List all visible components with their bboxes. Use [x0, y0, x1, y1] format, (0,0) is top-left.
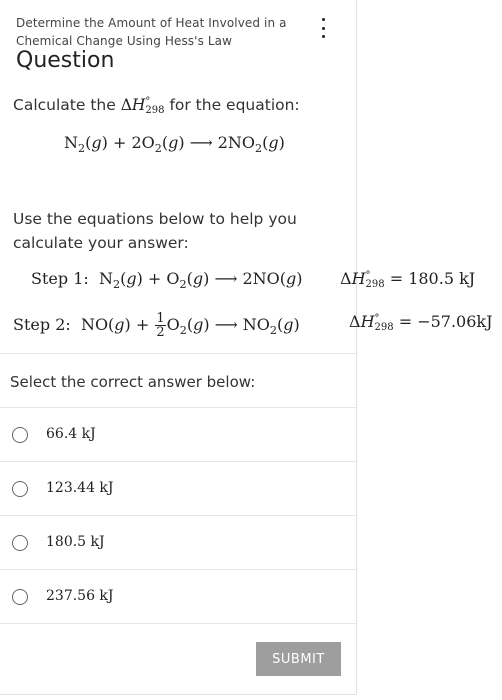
one-half-fraction: $\frac{1}{2}$: [156, 311, 165, 340]
step-1-enthalpy-value: = 180.5 kJ: [389, 269, 476, 288]
option-label: 123.44 kJ: [46, 480, 114, 496]
answer-option-2[interactable]: [0, 462, 356, 515]
step-1-enthalpy: ΔH ° 298 = 180.5 kJ: [340, 269, 476, 290]
question-prompt: [13, 96, 300, 115]
radio-button[interactable]: [12, 589, 28, 605]
more-options-icon[interactable]: [318, 18, 328, 38]
step-1-label: Step 1:: [31, 269, 89, 288]
answer-option-3[interactable]: [0, 516, 356, 569]
radio-button[interactable]: [12, 427, 28, 443]
prompt-suffix: for the equation:: [164, 96, 300, 114]
divider: [0, 623, 356, 624]
answer-option-4[interactable]: [0, 570, 356, 623]
question-heading: Question: [16, 48, 115, 73]
step-2-label: Step 2:: [13, 315, 71, 334]
answer-option-1[interactable]: [0, 408, 356, 461]
step-2-enthalpy: ΔH ° 298 = −57.06kJ: [349, 312, 493, 333]
radio-button[interactable]: [12, 481, 28, 497]
option-label: 66.4 kJ: [46, 426, 96, 442]
radio-button[interactable]: [12, 535, 28, 551]
help-text: Use the equations below to help you calculate your answer:: [13, 210, 297, 252]
submit-button[interactable]: SUBMIT: [256, 642, 341, 676]
page-title: Determine the Amount of Heat Involved in a Chemical Change Using Hess's Law: [16, 16, 287, 48]
step-2-equation: Step 2: NO(g) + $\frac{1}{2}$ $O_2(g)$ ⟶ $NO_2(g)$: [13, 311, 300, 340]
step-1-equation: Step 1: $N_2(g) + O_2(g)$ ⟶ 2NO(g): [31, 269, 303, 292]
option-label: 180.5 kJ: [46, 534, 105, 550]
target-equation: $N_2(g) + 2O_2(g)$ ⟶ $2NO_2(g)$: [64, 133, 285, 156]
prompt-prefix: Calculate the: [13, 96, 121, 114]
divider: [0, 353, 356, 354]
select-answer-label: Select the correct answer below:: [10, 373, 256, 391]
option-label: 237.56 kJ: [46, 588, 114, 604]
step-2-enthalpy-value: = −57.06kJ: [398, 312, 493, 331]
delta-h-symbol: ΔH ° 298: [120, 96, 165, 116]
